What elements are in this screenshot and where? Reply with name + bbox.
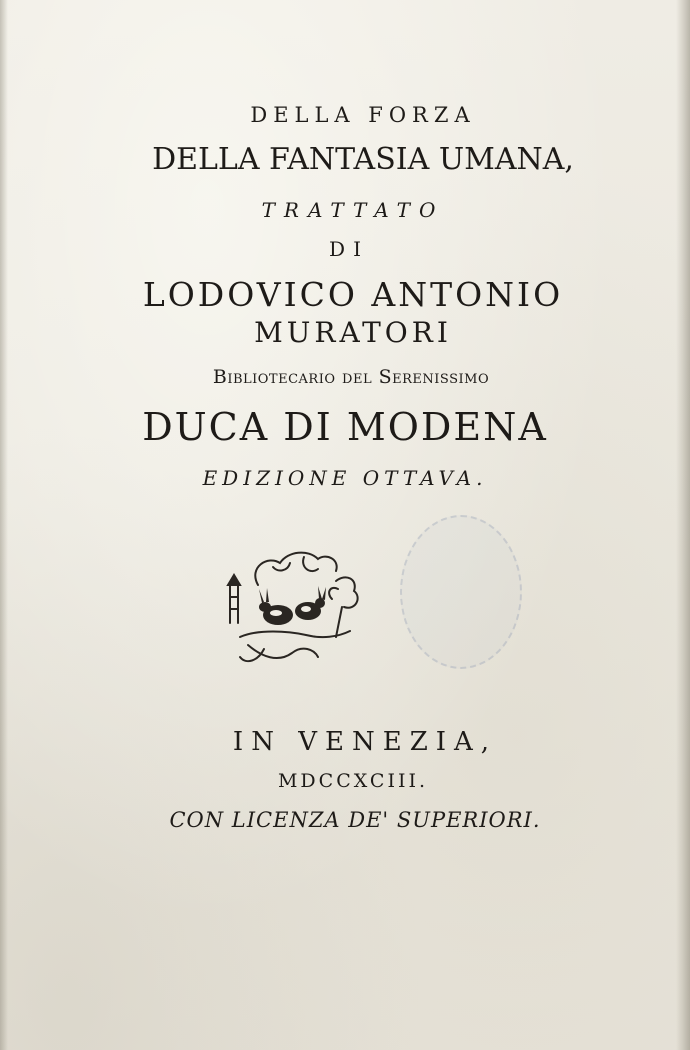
rabbits-vignette-icon [218, 545, 363, 667]
faded-library-stamp [400, 515, 522, 669]
title-line-1: DELLA FORZA [250, 103, 476, 127]
patron: DUCA DI MODENA [142, 405, 548, 449]
author-given-names: LODOVICO ANTONIO [142, 275, 564, 314]
author-role: Bibliotecario del Serenissimo [212, 366, 490, 388]
edition: EDIZIONE OTTAVA. [202, 466, 488, 490]
author-surname: MURATORI [254, 316, 452, 349]
imprint-place: IN VENEZIA, [232, 727, 498, 757]
by-line: DI [329, 237, 369, 261]
work-type: TRATTATO [261, 198, 445, 222]
title-line-2: DELLA FANTASIA UMANA, [152, 142, 574, 177]
imprint-license: CON LICENZA DE' SUPERIORI. [169, 808, 541, 832]
imprint-year: MDCCXCIII. [277, 770, 429, 792]
